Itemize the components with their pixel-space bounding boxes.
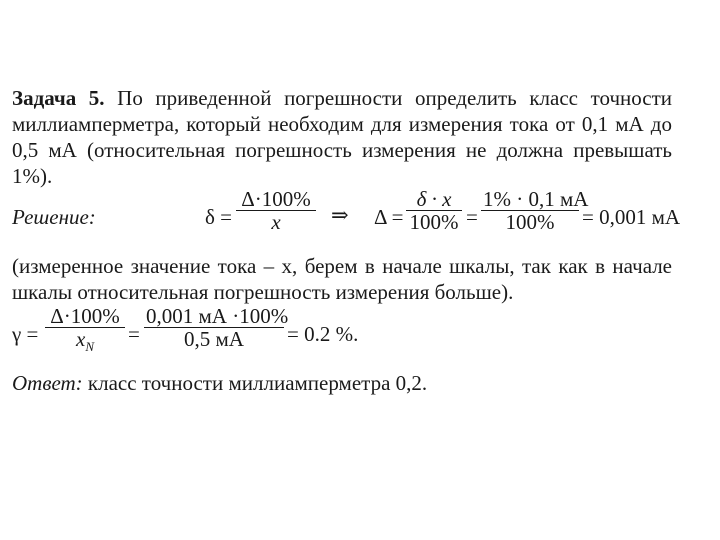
formula3-result: = 0.2 %. xyxy=(287,322,359,346)
task-label: Задача 5. xyxy=(12,86,105,110)
formula2-numerator1: δ · x xyxy=(406,188,462,211)
formula3-denominator1 xyxy=(45,328,125,358)
formula1-fraction xyxy=(236,188,316,233)
note-line-2: шкалы относительная погрешность измерения больше). xyxy=(12,280,514,304)
task-text-1: По приведенной погрешности определить класс точности xyxy=(117,86,673,110)
formula2-equals: = xyxy=(466,205,478,229)
task-line-4: 1%). xyxy=(12,164,53,188)
task-line-3: 0,5 мА (относительная погрешность измерения не должна превышать xyxy=(12,138,672,162)
formula3-denominator1-x: x xyxy=(76,327,86,351)
answer-text: класс точности миллиамперметра 0,2. xyxy=(87,371,428,395)
formula3-numerator1: Δ·100% xyxy=(45,305,125,328)
formula3-fraction2 xyxy=(144,304,289,351)
formula2-numerator2: 1% · 0,1 мА xyxy=(483,187,589,211)
formula3-numerator2: 0,001 мА ·100% xyxy=(146,304,289,328)
formula2-denominator2: 100% xyxy=(505,210,555,234)
formula2-denominator1: 100% xyxy=(409,210,459,234)
formula3-denominator2: 0,5 мА xyxy=(184,327,244,351)
formula2-result: = 0,001 мА xyxy=(582,205,681,229)
formula1-denominator: x xyxy=(271,210,281,234)
formula2-fraction1 xyxy=(406,188,462,233)
implies-symbol: ⇒ xyxy=(331,203,349,227)
note-line-1: (измеренное значение тока – x, берем в начале шкалы, так как в начале xyxy=(12,254,672,278)
formula2-fraction2 xyxy=(481,187,589,234)
answer-line xyxy=(12,371,427,395)
formula1-lhs: δ = xyxy=(205,205,232,229)
formula3-lhs: γ = xyxy=(12,322,39,346)
formula1-numerator: Δ·100% xyxy=(236,188,316,211)
formula3-denominator1-sub: N xyxy=(85,339,94,355)
task-line-2: миллиамперметра, который необходим для измерения тока от 0,1 мА до xyxy=(12,112,672,136)
solution-label: Решение: xyxy=(12,205,96,229)
formula2-lhs: Δ = xyxy=(374,205,404,229)
formula3-fraction1 xyxy=(45,305,125,358)
answer-label: Ответ: xyxy=(12,371,83,395)
formula3-equals: = xyxy=(128,322,140,346)
task-line-1 xyxy=(12,86,672,110)
